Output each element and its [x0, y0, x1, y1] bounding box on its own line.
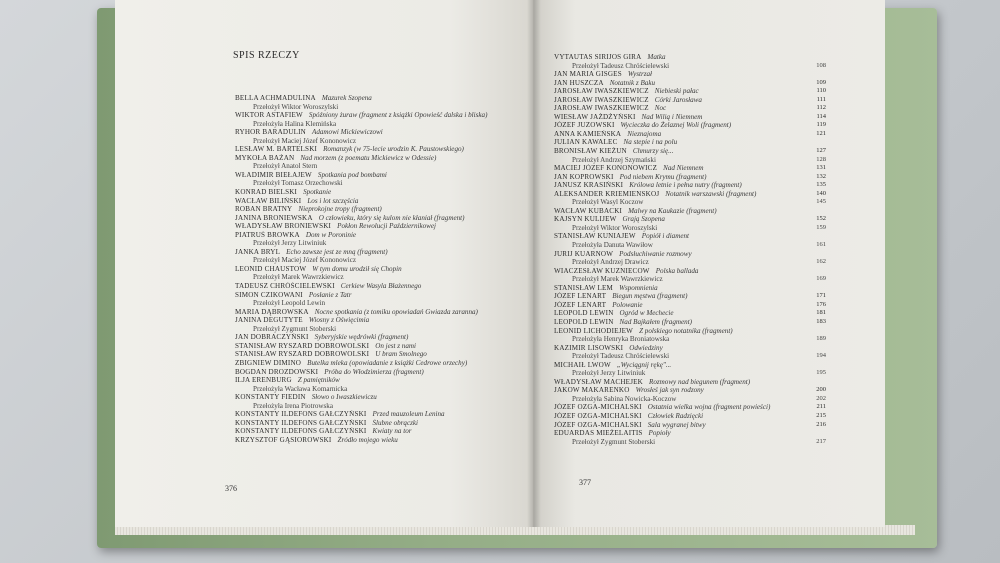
toc-page-number: 114 — [816, 112, 826, 120]
toc-author: JULIAN KAWALEC — [554, 138, 618, 147]
toc-author: JAN KOPROWSKI — [554, 172, 614, 181]
toc-entry — [554, 378, 826, 387]
toc-entry — [235, 94, 533, 103]
toc-page-number: 200 — [816, 386, 826, 394]
toc-author: BOGDAN DROZDOWSKI — [235, 367, 319, 376]
toc-title: Adamowi Mickiewiczowi — [312, 128, 383, 137]
toc-page-number: 195 — [816, 369, 826, 377]
toc-entry — [235, 205, 533, 214]
toc-translator: Przełożyła Sabina Nowicka-Koczow — [572, 394, 677, 403]
toc-title: Dom w Poroninie — [305, 230, 357, 239]
toc-author: KONSTANTY ILDEFONS GAŁCZYŃSKI — [235, 418, 367, 427]
toc-title: Matka — [647, 53, 666, 61]
toc-author: STANISŁAW KUNIAJEW — [554, 232, 636, 241]
toc-translator: Przełożył Andrzej Szymański — [572, 155, 656, 164]
toc-author: ANNA KAMIEŃSKA — [554, 129, 622, 138]
toc-page-number: 215 — [816, 411, 826, 419]
toc-title: Córki Jarosława — [654, 95, 702, 104]
toc-page-number: 131 — [816, 164, 826, 172]
toc-translator-line — [554, 224, 826, 233]
toc-author: JANUSZ KRASIŃSKI — [554, 181, 624, 190]
toc-author: JANKA BRYL — [235, 247, 281, 256]
toc-title: Nad Niemnem — [663, 164, 704, 173]
toc-title: Ogród w Mechecie — [619, 309, 674, 318]
toc-author: JAROSŁAW IWASZKIEWICZ — [554, 87, 649, 96]
toc-title: Nad Wilią i Niemnem — [641, 112, 703, 121]
toc-author: KAJSYN KULIJEW — [554, 215, 617, 224]
toc-page-number: 135 — [816, 181, 826, 189]
toc-entry — [554, 386, 826, 395]
toc-author: LEOPOLD LEWIN — [554, 309, 614, 318]
toc-translator-line — [554, 395, 826, 404]
toc-entry — [554, 429, 826, 438]
toc-entry — [554, 70, 826, 79]
toc-entry — [554, 301, 826, 310]
toc-page-number: 181 — [816, 309, 826, 317]
toc-title: Z pamiętników — [297, 376, 340, 385]
toc-entry — [235, 188, 533, 197]
toc-author: WACŁAW KUBACKI — [554, 206, 623, 215]
toc-title: Echo zawsze jest ze mną (fragment) — [286, 247, 388, 256]
toc-entry — [235, 436, 533, 445]
toc-entry — [554, 164, 826, 173]
toc-entry — [235, 145, 533, 154]
toc-title: Syberyjskie wędrówki (fragment) — [314, 333, 409, 342]
toc-title: Wycieczka do Żelaznej Woli (fragment) — [620, 121, 732, 130]
toc-author: ILJA ERENBURG — [235, 376, 292, 385]
toc-translator: Przełożył Wiktor Woroszylski — [253, 102, 339, 111]
toc-entry — [554, 96, 826, 105]
toc-page-number: 132 — [816, 172, 826, 180]
toc-page-number: 216 — [816, 420, 826, 428]
toc-translator-line — [554, 198, 826, 207]
toc-title: Na stepie i na polu — [623, 138, 678, 147]
toc-entry — [554, 190, 826, 199]
toc-entry — [235, 368, 533, 377]
toc-entry — [554, 53, 826, 62]
toc-entry — [235, 231, 533, 240]
toc-entry — [235, 222, 533, 231]
toc-entry — [554, 318, 826, 327]
toc-translator: Przełożył Maciej Józef Kononowicz — [253, 136, 357, 145]
toc-author: JÓZEF OZGA-MICHALSKI — [554, 411, 642, 420]
toc-author: ALEKSANDER KRIEMIENSKOJ — [554, 189, 660, 198]
toc-title: Noc — [654, 104, 667, 113]
toc-page-number: 183 — [816, 317, 826, 325]
toc-author: RYHOR BARADULIN — [235, 128, 306, 137]
book-gutter — [527, 0, 541, 527]
toc-entry — [235, 282, 533, 291]
toc-author: LEONID CHAUSTOW — [235, 264, 307, 273]
toc-page-number: 202 — [816, 394, 826, 402]
toc-author: TADEUSZ CHRÓŚCIELEWSKI — [235, 282, 335, 291]
toc-translator-line — [554, 62, 826, 71]
toc-translator: Przełożyła Wacława Komarnicka — [253, 384, 348, 393]
toc-title: Ostatnia wielka wojna (fragment powieści) — [647, 403, 771, 412]
toc-author: JÓZEF OZGA-MICHALSKI — [554, 420, 642, 429]
toc-author: STANISŁAW RYSZARD DOBROWOLSKI — [235, 341, 370, 350]
toc-author: LEOPOLD LEWIN — [554, 317, 614, 326]
toc-title: Polowanie — [612, 300, 643, 309]
toc-title: Pod niebem Krymu (fragment) — [619, 172, 707, 181]
toc-translator-line — [235, 402, 533, 411]
toc-title: Biegun męstwa (fragment) — [612, 292, 688, 301]
toc-author: JÓZEF OZGA-MICHALSKI — [554, 403, 642, 412]
toc-page-number: 119 — [816, 121, 826, 129]
toc-author: JAROSŁAW IWASZKIEWICZ — [554, 104, 649, 113]
toc-entry — [235, 214, 533, 223]
toc-translator-line — [235, 162, 533, 171]
toc-translator-line — [554, 156, 826, 165]
toc-author: STANISŁAW LEM — [554, 283, 614, 292]
toc-author: JANINA DEGUTYTE — [235, 316, 303, 325]
toc-entry — [235, 197, 533, 206]
toc-entry — [235, 154, 533, 163]
toc-page-number: 161 — [816, 241, 826, 249]
toc-author: ZBIGNIEW DIMINO — [235, 358, 302, 367]
toc-translator-line — [554, 241, 826, 250]
toc-author: JURIJ KUARNOW — [554, 249, 614, 258]
toc-author: MYKOŁA BAŻAN — [235, 153, 295, 162]
toc-author: LEONID LICHODIEJEW — [554, 326, 634, 335]
toc-title: Próba do Włodzimierza (fragment) — [324, 367, 424, 376]
toc-author: WACŁAW BILIŃSKI — [235, 196, 302, 205]
toc-entry — [235, 316, 533, 325]
toc-author: VYTAUTAS SIRIJOS GIRA — [554, 53, 642, 61]
toc-entry — [235, 410, 533, 419]
toc-translator-line — [235, 325, 533, 334]
toc-translator: Przełożył Zygmunt Stoberski — [253, 324, 337, 333]
toc-translator-line — [554, 369, 826, 378]
toc-title: Mazurek Szopena — [321, 94, 372, 102]
toc-page-number: 159 — [816, 223, 826, 231]
toc-title: Notatnik warszawski (fragment) — [665, 189, 757, 198]
toc-title: Butelka mleka (opowiadanie z książki Cedrowe orzechy) — [307, 358, 468, 367]
toc-page-number: 176 — [816, 300, 826, 308]
toc-title: „Wyciągnij rękę"... — [616, 360, 672, 369]
toc-page-number: 111 — [816, 95, 826, 103]
toc-page-number: 140 — [816, 189, 826, 197]
toc-translator: Przełożył Leopold Lewin — [253, 299, 326, 308]
toc-translator: Przełożył Jerzy Litwiniuk — [572, 369, 646, 378]
toc-author: MACIEJ JÓZEF KONONOWICZ — [554, 164, 658, 173]
toc-translator: Przełożył Anatol Stern — [253, 162, 318, 171]
toc-title: Pokłon Rewolucji Październikowej — [337, 222, 437, 231]
toc-entry — [235, 350, 533, 359]
toc-entry — [554, 87, 826, 96]
toc-title: Wystrzał — [627, 70, 653, 79]
toc-entry — [235, 376, 533, 385]
toc-translator-line — [235, 239, 533, 248]
toc-page-number: 112 — [816, 104, 826, 112]
toc-translator-line — [235, 103, 533, 112]
toc-page-number: 211 — [816, 403, 826, 411]
toc-translator: Przełożył Maciej Józef Kononowicz — [253, 256, 357, 265]
toc-entry — [554, 138, 826, 147]
toc-title: Los i lot szczęścia — [307, 196, 359, 205]
toc-author: KRZYSZTOF GĄSIOROWSKI — [235, 435, 332, 444]
toc-translator-line — [235, 179, 533, 188]
toc-author: JÓZEF LENART — [554, 292, 607, 301]
toc-title: Sala wygranej bitwy — [647, 420, 706, 429]
toc-entry — [235, 171, 533, 180]
toc-author: WŁADYSŁAW MACHEJEK — [554, 377, 644, 386]
toc-title: Nieznajoma — [627, 129, 662, 138]
toc-title: Nocne spotkania (z tomiku opowiadań Gwiazda zaranna) — [314, 307, 478, 316]
toc-translator: Przełożył Wiktor Woroszylski — [572, 223, 658, 232]
toc-title: Polska ballada — [655, 266, 699, 275]
toc-title: Nad morzem (z poematu Mickiewicz w Odessie) — [300, 153, 437, 162]
toc-title: Przed mauzoleum Lenina — [372, 410, 445, 419]
toc-entry — [235, 419, 533, 428]
toc-page-number: 171 — [816, 292, 826, 300]
toc-entry — [554, 327, 826, 336]
toc-entry — [554, 267, 826, 276]
toc-title: Malwy na Kaukazie (fragment) — [628, 206, 717, 215]
toc-entry — [554, 232, 826, 241]
toc-entry — [554, 121, 826, 130]
toc-page-number: 152 — [816, 215, 826, 223]
toc-entry — [554, 403, 826, 412]
toc-entry — [235, 308, 533, 317]
toc-author: JÓZEF JUZOWSKI — [554, 121, 615, 130]
toc-title: Rozmowy nad biegunem (fragment) — [649, 377, 751, 386]
toc-title: W tym domu urodził się Chopin — [312, 264, 402, 273]
toc-title: Popiół i diament — [641, 232, 690, 241]
toc-author: KAZIMIR LISOWSKI — [554, 343, 624, 352]
toc-translator-line — [554, 335, 826, 344]
toc-entry — [554, 250, 826, 259]
toc-title: Grają Szopena — [622, 215, 665, 224]
toc-title: Królowa letnie i pełna nutry (fragment) — [629, 181, 742, 190]
toc-entry — [554, 113, 826, 122]
toc-title: Źródło mojego wieku — [337, 435, 398, 444]
toc-author: WIKTOR ASTAFIEW — [235, 111, 303, 120]
toc-entry — [235, 128, 533, 137]
toc-entry — [554, 130, 826, 139]
toc-page-number: 109 — [816, 78, 826, 86]
toc-author: STANISŁAW RYSZARD DOBROWOLSKI — [235, 350, 370, 359]
toc-author: JAN HUSZCZA — [554, 78, 604, 87]
toc-translator-line — [554, 352, 826, 361]
toc-title: Słowo o Iwaszkiewiczu — [311, 393, 377, 402]
toc-entry — [235, 342, 533, 351]
toc-entry — [554, 147, 826, 156]
toc-translator: Przełożył Tomasz Orzechowski — [253, 179, 343, 188]
toc-entry — [235, 393, 533, 402]
toc-translator-line — [554, 258, 826, 267]
toc-translator: Przełożył Tadeusz Chróścielewski — [572, 352, 670, 361]
left-page — [115, 0, 533, 527]
toc-translator-line — [235, 120, 533, 129]
toc-page-number: 128 — [816, 155, 826, 163]
toc-translator: Przełożył Wasyl Koczow — [572, 198, 644, 207]
right-page — [533, 0, 885, 527]
toc-page-number: 121 — [816, 129, 826, 137]
toc-author: ROBAN BRATNY — [235, 205, 293, 214]
toc-translator-line — [235, 299, 533, 308]
toc-title: Chmurzy się... — [632, 147, 674, 156]
toc-author: KONSTANTY ILDEFONS GAŁCZYŃSKI — [235, 410, 367, 419]
toc-author: JÓZEF LENART — [554, 300, 607, 309]
toc-title: Ślubne obrączki — [372, 418, 418, 427]
toc-entry — [235, 291, 533, 300]
toc-translator-line — [554, 438, 826, 447]
toc-author: JAKOW MAKARENKO — [554, 386, 630, 395]
toc-title: Wrosłeś jak syn rodzony — [635, 386, 704, 395]
toc-entry — [554, 173, 826, 182]
toc-title: Człowiek Radzięcki — [647, 411, 704, 420]
toc-title: Posłanie z Tatr — [308, 290, 352, 299]
toc-author: JAN DOBRACZYŃSKI — [235, 333, 309, 342]
toc-translator: Przełożył Andrzej Drawicz — [572, 258, 649, 267]
toc-title: Nieprokojne tropy (fragment) — [298, 205, 382, 214]
toc-title: Romanzyk (w 75-lecie urodzin K. Paustowskiego) — [323, 145, 464, 154]
toc-entry — [235, 359, 533, 368]
toc-translator: Przełożyła Halina Klemińska — [253, 119, 337, 128]
toc-title: Kwiaty na tor — [372, 427, 412, 436]
toc-title: Wiosny z Oświęcimia — [308, 316, 370, 325]
toc-entry — [235, 333, 533, 342]
toc-title: Popioły — [648, 429, 671, 438]
toc-page-number: 217 — [816, 437, 826, 445]
toc-author: BRONISŁAW KIEŻUN — [554, 147, 627, 156]
toc-title: Wspomnienia — [619, 283, 658, 292]
toc-entry — [235, 427, 533, 436]
toc-author: JANINA BRONIEWSKA — [235, 213, 313, 222]
toc-translator-line — [235, 137, 533, 146]
toc-entry — [554, 309, 826, 318]
toc-author: SIMON CZIKOWANI — [235, 290, 303, 299]
toc-list-right — [554, 53, 826, 446]
toc-translator: Przełożyła Danuta Wawiłow — [572, 241, 653, 250]
toc-entry — [554, 215, 826, 224]
toc-entry — [554, 207, 826, 216]
toc-author: MICHAIŁ LWOW — [554, 360, 611, 369]
toc-title: Spóźniony żuraw (fragment z książki Opowieść dalska i bliska) — [308, 111, 488, 120]
toc-author: JAROSŁAW IWASZKIEWICZ — [554, 95, 649, 104]
toc-title: Niebieski pałac — [654, 87, 699, 96]
toc-title: Notatnik z Baku — [609, 78, 656, 87]
toc-page-number: 169 — [816, 275, 826, 283]
toc-title: U bram Smolnego — [375, 350, 427, 359]
toc-entry — [235, 248, 533, 257]
toc-author: JAN MARIA GISGES — [554, 70, 622, 79]
toc-translator-line — [235, 256, 533, 265]
toc-page-number: 127 — [816, 147, 826, 155]
toc-author: EDUARDAS MIEŻELAITIS — [554, 429, 643, 438]
toc-translator: Przełożył Marek Wawrzkiewicz — [572, 275, 663, 284]
page-number-right: 377 — [579, 478, 591, 487]
toc-author: KONRAD BIELSKI — [235, 188, 298, 197]
toc-author: BELLA ACHMADULINA — [235, 94, 316, 102]
toc-entry — [554, 181, 826, 190]
toc-author: LESŁAW M. BARTELSKI — [235, 145, 318, 154]
toc-title: On jest z nami — [375, 341, 416, 350]
toc-author: WŁADYSŁAW BRONIEWSKI — [235, 222, 332, 231]
toc-title: Spotkanie — [303, 188, 332, 197]
toc-page-number: 108 — [816, 61, 826, 69]
toc-entry — [554, 79, 826, 88]
toc-translator: Przełożył Tadeusz Chróścielewski — [572, 61, 670, 70]
toc-entry — [235, 111, 533, 120]
toc-translator: Przełożyła Irena Piotrowska — [253, 401, 333, 410]
toc-title: Podsłuchiwanie rozmowy — [619, 249, 692, 258]
toc-title: Odwiedziny — [629, 343, 663, 352]
toc-author: WŁADIMIR BIEŁAJEW — [235, 170, 312, 179]
toc-author: MARIA DĄBROWSKA — [235, 307, 309, 316]
toc-translator-line — [235, 385, 533, 394]
page-title: SPIS RZECZY — [233, 50, 300, 61]
toc-title: Spotkania pod bombami — [317, 170, 387, 179]
toc-entry — [554, 344, 826, 353]
toc-title: O człowieku, który się kulom nie kłaniał (fragment) — [318, 213, 465, 222]
toc-author: WIACZESŁAW KUZNIECOW — [554, 266, 650, 275]
toc-translator: Przełożył Zygmunt Stoberski — [572, 437, 656, 446]
toc-translator: Przełożył Jerzy Litwiniuk — [253, 239, 327, 248]
toc-author: WIESŁAW JAŻDŻYŃSKI — [554, 112, 636, 121]
toc-entry — [235, 265, 533, 274]
toc-page-number: 189 — [816, 335, 826, 343]
toc-author: KONSTANTY FIEDIN — [235, 393, 306, 402]
toc-translator-line — [235, 273, 533, 282]
toc-author: PIATRUŚ BROWKA — [235, 230, 300, 239]
toc-author: KONSTANTY ILDEFONS GAŁCZYŃSKI — [235, 427, 367, 436]
toc-entry — [554, 284, 826, 293]
toc-entry — [554, 412, 826, 421]
toc-title: Cerkiew Wasyla Błażennego — [340, 282, 422, 291]
toc-page-number: 110 — [816, 87, 826, 95]
toc-translator-line — [554, 275, 826, 284]
toc-title: Z polskiego notatnika (fragment) — [639, 326, 733, 335]
page-number-left: 376 — [225, 484, 237, 493]
toc-page-number: 194 — [816, 352, 826, 360]
toc-entry — [554, 292, 826, 301]
toc-list-left — [235, 94, 533, 444]
toc-entry — [554, 421, 826, 430]
toc-translator: Przełożył Marek Wawrzkiewicz — [253, 273, 344, 282]
toc-translator: Przełożyła Henryka Broniatowska — [572, 335, 670, 344]
toc-title: Nad Bajkałem (fragment) — [619, 317, 693, 326]
toc-entry — [554, 361, 826, 370]
toc-page-number: 162 — [816, 258, 826, 266]
toc-entry — [554, 104, 826, 113]
toc-page-number: 145 — [816, 198, 826, 206]
